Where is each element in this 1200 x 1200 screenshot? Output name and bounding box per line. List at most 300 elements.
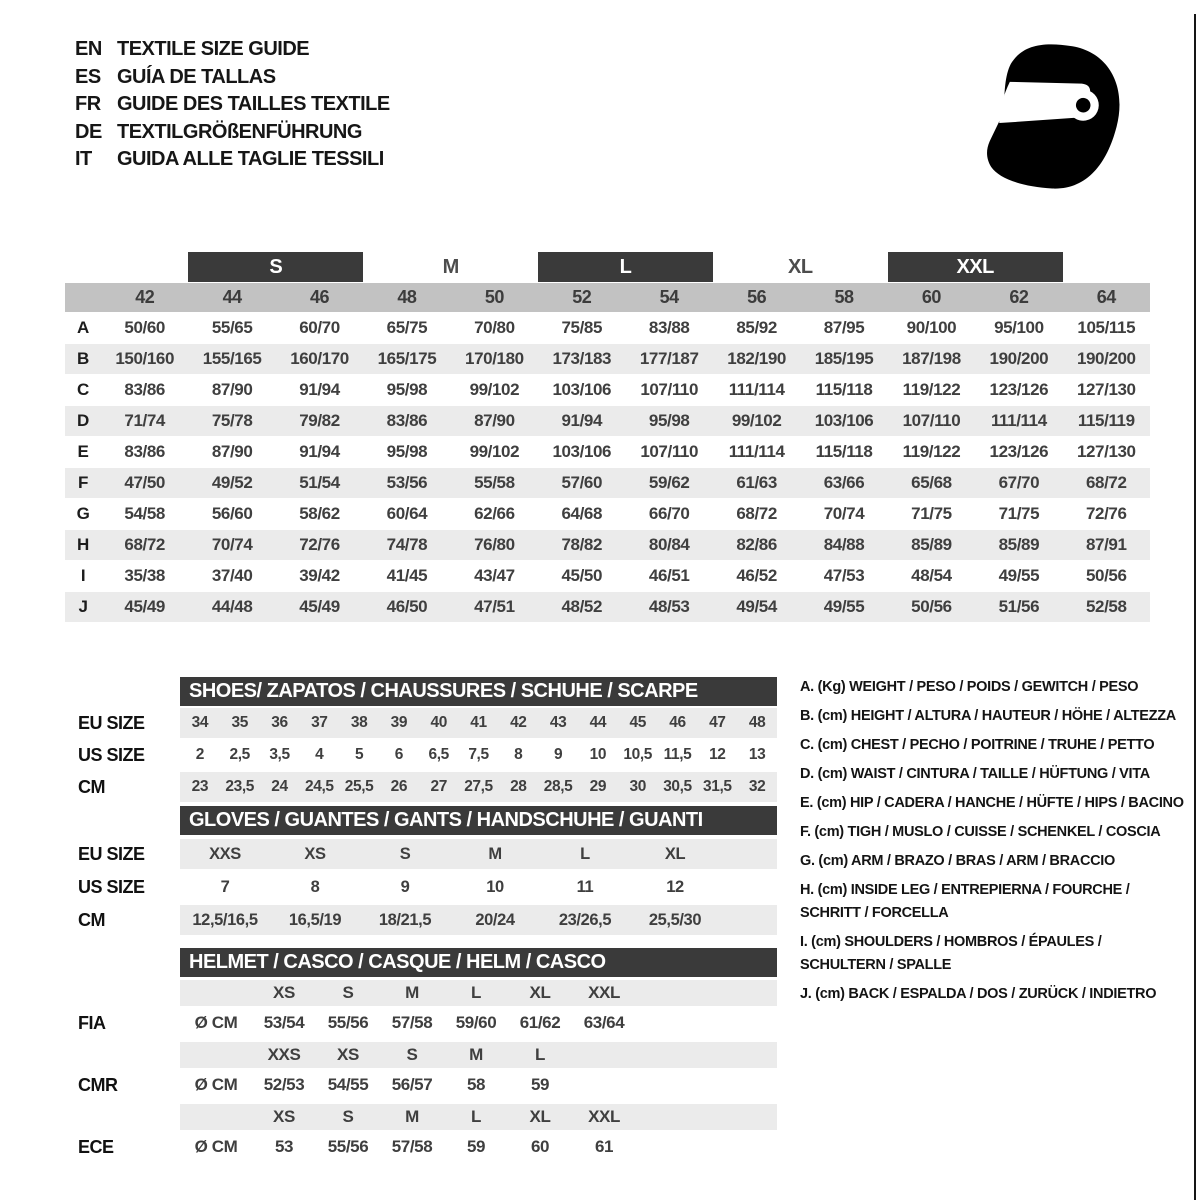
language-title-row — [75, 146, 390, 174]
measurement-value: 103/106 — [552, 380, 612, 399]
measurement-value: 185/195 — [814, 349, 874, 368]
measurement-value: 46/51 — [648, 566, 690, 585]
shoe-size-value: 10,5 — [623, 746, 652, 763]
measurement-value: 123/126 — [989, 442, 1049, 461]
shoe-size-value: 26 — [390, 778, 408, 795]
measurement-value: 35/38 — [124, 566, 165, 585]
shoe-size-value: 28,5 — [543, 778, 573, 795]
shoe-size-value: 2 — [195, 746, 205, 763]
language-code: FR — [75, 93, 101, 115]
measurement-value: 103/106 — [552, 442, 612, 461]
glove-size-value: XL — [664, 845, 686, 863]
numeric-size: 42 — [135, 287, 155, 307]
shoe-size-value: 28 — [510, 778, 527, 795]
legend-item — [800, 676, 1184, 699]
legend-line: G. (cm) ARM / BRAZO / BRAS / ARM / BRACCIO — [800, 853, 1115, 869]
shoe-size-value: 24 — [271, 778, 288, 795]
helmet-size-value: 52/53 — [263, 1075, 305, 1094]
measurement-value: 72/76 — [1086, 504, 1127, 523]
legend-item — [800, 734, 1184, 757]
measurement-value: 123/126 — [989, 380, 1049, 399]
row-label-spacer — [65, 980, 180, 1006]
measurement-row — [65, 437, 1150, 468]
row-label-spacer — [65, 1042, 180, 1068]
measurement-value: 87/90 — [474, 411, 515, 430]
legend-line: H. (cm) INSIDE LEG / ENTREPIERNA / FOURCHE / — [800, 882, 1130, 898]
measurement-value: 58/62 — [299, 504, 340, 523]
legend-item — [800, 705, 1184, 728]
measurement-value: 76/80 — [474, 535, 515, 554]
row-label: EU SIZE — [78, 844, 145, 864]
helmet-size-label: L — [471, 983, 481, 1002]
measurement-value: 71/74 — [124, 411, 165, 430]
measurement-value: 55/58 — [474, 473, 515, 492]
helmet-size-label: M — [405, 1107, 419, 1126]
glove-size-value: 23/26,5 — [558, 911, 612, 929]
helmet-size-value: 55/56 — [327, 1137, 369, 1156]
measurement-value: 37/40 — [211, 566, 253, 585]
measurement-value: 85/92 — [736, 318, 777, 337]
shoe-size-value: 12 — [709, 746, 726, 763]
row-letter: D — [77, 411, 89, 430]
numeric-size: 48 — [397, 287, 417, 307]
measurement-value: 82/86 — [736, 535, 777, 554]
helmet-size-value: 61/62 — [519, 1013, 561, 1032]
helmet-size-header-row — [65, 980, 777, 1006]
measurement-value: 51/54 — [299, 473, 340, 492]
measurement-value: 52/58 — [1086, 597, 1127, 616]
shoe-size-value: 43 — [549, 714, 567, 731]
helmet-table-title: HELMET / CASCO / CASQUE / HELM / CASCO — [180, 948, 777, 977]
helmet-size-label: L — [535, 1045, 545, 1064]
numeric-size: 64 — [1096, 287, 1116, 307]
measurement-row — [65, 592, 1150, 623]
measurement-value: 55/65 — [211, 318, 253, 337]
helmet-value-band — [180, 1008, 777, 1038]
measurement-value: 182/190 — [727, 349, 786, 368]
shoe-size-value: 9 — [553, 746, 563, 763]
measurement-value: 83/88 — [648, 318, 690, 337]
measurement-value: 51/56 — [998, 597, 1040, 616]
row-letter: E — [77, 442, 89, 461]
helmet-size-value: 57/58 — [391, 1013, 433, 1032]
helmet-value-band — [180, 1132, 777, 1162]
helmet-size-value: 59 — [466, 1137, 486, 1156]
measurement-value: 115/118 — [815, 380, 873, 399]
legend-item — [800, 931, 1184, 977]
row-letter: B — [77, 349, 89, 368]
measurement-value: 85/89 — [998, 535, 1040, 554]
measurement-legend — [800, 676, 1184, 1012]
helmet-size-table — [65, 980, 777, 1166]
language-title: GUIDE DES TAILLES TEXTILE — [117, 93, 390, 115]
helmet-size-label: S — [406, 1045, 418, 1064]
language-title-row — [75, 119, 390, 147]
glove-size-value: 12 — [666, 878, 684, 896]
gloves-size-table — [65, 839, 777, 938]
measurement-value: 99/102 — [731, 411, 782, 430]
row-letter: F — [78, 473, 88, 492]
measurement-value: 43/47 — [474, 566, 515, 585]
glove-size-band — [180, 872, 777, 902]
language-title-block — [75, 36, 390, 174]
row-label: CM — [78, 910, 105, 930]
measurement-value: 71/75 — [998, 504, 1040, 523]
measurement-value: 48/53 — [648, 597, 690, 616]
shoe-size-value: 5 — [354, 746, 364, 763]
measurement-value: 49/52 — [211, 473, 253, 492]
measurement-value: 47/53 — [823, 566, 865, 585]
shoe-size-value: 11,5 — [663, 746, 692, 763]
shoe-size-value: 41 — [470, 714, 487, 731]
measurement-value: 95/98 — [386, 380, 428, 399]
measurement-value: 111/114 — [990, 411, 1047, 430]
measurement-value: 65/68 — [911, 473, 952, 492]
shoe-size-value: 37 — [311, 714, 328, 731]
helmet-size-value: 59 — [530, 1075, 550, 1094]
shoe-size-value: 35 — [231, 714, 248, 731]
shoe-size-value: 30,5 — [663, 778, 692, 795]
measurement-value: 47/51 — [474, 597, 515, 616]
glove-size-value: S — [399, 845, 411, 863]
standard-label: FIA — [78, 1013, 106, 1033]
measurement-row — [65, 499, 1150, 530]
legend-item — [800, 850, 1184, 873]
helmet-size-label: XS — [273, 983, 295, 1002]
shoes-table-title: SHOES/ ZAPATOS / CHAUSSURES / SCHUHE / SCARPE — [180, 677, 777, 706]
diameter-unit: Ø CM — [194, 1013, 238, 1032]
measurement-value: 50/56 — [911, 597, 952, 616]
unit-spacer — [180, 980, 252, 1006]
shoe-size-value: 48 — [748, 714, 766, 731]
shoe-size-row — [65, 708, 777, 738]
measurement-row — [65, 375, 1150, 406]
measurement-value: 54/58 — [124, 504, 165, 523]
apparel-size-table — [65, 252, 1150, 623]
numeric-size: 62 — [1009, 287, 1029, 307]
helmet-size-value: 63/64 — [583, 1013, 625, 1032]
legend-item — [800, 763, 1184, 786]
measurement-value: 70/80 — [474, 318, 515, 337]
measurement-value: 119/122 — [902, 442, 961, 461]
measurement-value: 91/94 — [561, 411, 603, 430]
measurement-value: 115/118 — [815, 442, 873, 461]
measurement-value: 127/130 — [1076, 380, 1136, 399]
numeric-size: 52 — [572, 287, 592, 307]
shoe-size-value: 25,5 — [344, 778, 374, 795]
helmet-size-header-row — [65, 1042, 777, 1068]
glove-size-value: XS — [304, 845, 326, 863]
measurement-value: 107/110 — [902, 411, 961, 430]
measurement-value: 190/200 — [1076, 349, 1136, 368]
shoe-size-value: 30 — [629, 778, 646, 795]
legend-line: A. (Kg) WEIGHT / PESO / POIDS / GEWITCH / PESO — [800, 679, 1139, 695]
helmet-size-value: 61 — [594, 1137, 614, 1156]
legend-line: B. (cm) HEIGHT / ALTURA / HAUTEUR / HÖHE / ALTEZZA — [800, 708, 1176, 724]
glove-size-value: L — [580, 845, 590, 863]
shoe-size-value: 38 — [350, 714, 368, 731]
standard-label: ECE — [78, 1137, 114, 1157]
measurement-value: 48/54 — [911, 566, 952, 585]
glove-size-value: 25,5/30 — [648, 911, 702, 929]
measurement-value: 87/95 — [823, 318, 865, 337]
measurement-value: 79/82 — [299, 411, 340, 430]
shoe-size-value: 29 — [589, 778, 607, 795]
measurement-value: 59/62 — [648, 473, 690, 492]
helmet-value-row — [65, 1008, 777, 1038]
measurement-value: 80/84 — [648, 535, 690, 554]
measurement-value: 83/86 — [124, 442, 165, 461]
measurement-value: 70/74 — [211, 535, 253, 554]
helmet-size-value: 59/60 — [455, 1013, 497, 1032]
glove-size-value: 16,5/19 — [288, 911, 342, 929]
shoe-size-value: 6 — [394, 746, 403, 763]
shoe-size-value: 47 — [709, 714, 726, 731]
measurement-value: 177/187 — [639, 349, 699, 368]
helmet-value-row — [65, 1070, 777, 1100]
shoe-size-value: 45 — [629, 714, 646, 731]
measurement-row — [65, 530, 1150, 561]
unit-spacer — [180, 1104, 252, 1130]
shoe-size-value: 34 — [191, 714, 209, 731]
measurement-value: 160/170 — [290, 349, 349, 368]
measurement-value: 87/91 — [1086, 535, 1127, 554]
language-code: DE — [75, 120, 102, 143]
measurement-value: 68/72 — [124, 535, 165, 554]
measurement-value: 95/98 — [386, 442, 428, 461]
measurement-row — [65, 406, 1150, 437]
row-label: US SIZE — [78, 877, 145, 897]
language-title: TEXTILGRÖßENFÜHRUNG — [117, 120, 362, 143]
measurement-value: 119/122 — [902, 380, 961, 399]
helmet-size-label: S — [342, 1107, 354, 1126]
row-letter: A — [77, 318, 89, 337]
measurement-value: 87/90 — [211, 380, 253, 399]
language-code: IT — [75, 148, 92, 170]
size-group-label: XXL — [888, 252, 1063, 282]
helmet-size-band — [180, 1104, 777, 1130]
shoe-size-value: 31,5 — [703, 778, 732, 795]
language-title: GUÍA DE TALLAS — [117, 65, 276, 88]
measurement-value: 53/56 — [386, 473, 428, 492]
measurement-value: 68/72 — [736, 504, 777, 523]
measurement-value: 61/63 — [736, 473, 777, 492]
gloves-table-title: GLOVES / GUANTES / GANTS / HANDSCHUHE / GUANTI — [180, 806, 777, 835]
measurement-value: 65/75 — [386, 318, 428, 337]
legend-item — [800, 821, 1184, 844]
glove-size-row — [65, 872, 777, 902]
measurement-value: 95/100 — [994, 318, 1044, 337]
shoe-size-band — [180, 772, 777, 802]
shoe-size-value: 8 — [514, 746, 523, 763]
measurement-rows — [65, 313, 1150, 623]
legend-line: E. (cm) HIP / CADERA / HANCHE / HÜFTE / HIPS / BACINO — [800, 795, 1184, 811]
row-label-spacer — [65, 1104, 180, 1130]
row-label: CM — [78, 777, 105, 797]
helmet-size-label: M — [469, 1045, 483, 1064]
glove-size-value: XXS — [209, 845, 241, 863]
diameter-unit: Ø CM — [194, 1075, 238, 1094]
measurement-value: 103/106 — [814, 411, 874, 430]
helmet-standard-section — [65, 980, 777, 1038]
shoe-size-value: 4 — [315, 746, 324, 763]
measurement-value: 62/66 — [474, 504, 515, 523]
measurement-value: 49/55 — [998, 566, 1040, 585]
helmet-size-label: XXL — [588, 983, 620, 1002]
language-code: ES — [75, 65, 101, 88]
measurement-value: 67/70 — [998, 473, 1040, 492]
row-letter: J — [78, 597, 88, 616]
glove-size-band — [180, 905, 777, 935]
language-title-row — [75, 91, 390, 119]
measurement-value: 63/66 — [823, 473, 865, 492]
shoe-size-value: 40 — [430, 714, 447, 731]
measurement-row — [65, 313, 1150, 344]
measurement-value: 45/49 — [124, 597, 165, 616]
legend-line: C. (cm) CHEST / PECHO / POITRINE / TRUHE / PETTO — [800, 737, 1155, 753]
language-title-row — [75, 36, 390, 64]
unit-spacer — [180, 1042, 252, 1068]
language-title: TEXTILE SIZE GUIDE — [117, 38, 310, 60]
shoe-size-value: 7,5 — [468, 746, 489, 763]
row-letter: G — [76, 504, 90, 523]
measurement-value: 105/115 — [1077, 318, 1136, 337]
measurement-value: 57/60 — [561, 473, 603, 492]
helmet-size-label — [572, 1042, 636, 1068]
helmet-size-label: XS — [273, 1107, 295, 1126]
legend-line: J. (cm) BACK / ESPALDA / DOS / ZURÜCK / INDIETRO — [800, 986, 1157, 1002]
glove-size-value: 9 — [400, 878, 410, 896]
shoe-size-value: 13 — [748, 746, 766, 763]
helmet-size-label: S — [342, 983, 354, 1002]
measurement-value: 87/90 — [211, 442, 253, 461]
measurement-value: 190/200 — [989, 349, 1049, 368]
measurement-value: 85/89 — [911, 535, 952, 554]
shoe-size-value: 23,5 — [225, 778, 254, 795]
helmet-size-header-row — [65, 1104, 777, 1130]
helmet-size-value — [572, 1070, 636, 1100]
measurement-value: 66/70 — [648, 504, 690, 523]
measurement-row — [65, 561, 1150, 592]
glove-size-value: M — [488, 845, 502, 863]
measurement-value: 47/50 — [124, 473, 165, 492]
shoe-size-value: 46 — [669, 714, 686, 731]
measurement-value: 95/98 — [648, 411, 690, 430]
legend-item — [800, 983, 1184, 1006]
language-code: EN — [75, 38, 102, 60]
measurement-value: 115/119 — [1077, 411, 1135, 430]
measurement-row — [65, 468, 1150, 499]
row-letter: C — [77, 380, 89, 399]
language-title: GUIDA ALLE TAGLIE TESSILI — [117, 148, 384, 170]
measurement-value: 155/165 — [202, 349, 262, 368]
helmet-size-value: 57/58 — [391, 1137, 433, 1156]
measurement-value: 90/100 — [906, 318, 957, 337]
shoe-size-value: 36 — [271, 714, 288, 731]
row-label: EU SIZE — [78, 713, 145, 733]
helmet-size-value: 54/55 — [327, 1075, 369, 1094]
numeric-size: 44 — [222, 287, 242, 307]
helmet-size-value: 60 — [530, 1137, 550, 1156]
size-group-label: XL — [788, 256, 813, 278]
language-title-row — [75, 64, 390, 92]
glove-size-value: 18/21,5 — [378, 911, 432, 929]
measurement-value: 173/183 — [552, 349, 612, 368]
shoe-size-value: 6,5 — [428, 746, 449, 763]
measurement-value: 84/88 — [823, 535, 865, 554]
helmet-size-label: XL — [529, 983, 551, 1002]
glove-size-value: 11 — [576, 878, 594, 896]
measurement-value: 187/198 — [902, 349, 961, 368]
measurement-value: 165/175 — [377, 349, 437, 368]
measurement-value: 49/54 — [736, 597, 777, 616]
right-border-line — [1194, 14, 1196, 1200]
helmet-size-value: 55/56 — [327, 1013, 369, 1032]
measurement-value: 99/102 — [469, 442, 520, 461]
numeric-size-row — [65, 283, 1150, 313]
measurement-value: 45/50 — [561, 566, 603, 585]
measurement-value: 44/48 — [211, 597, 253, 616]
helmet-size-value: 53 — [274, 1137, 294, 1156]
numeric-size: 54 — [659, 287, 679, 307]
size-group-label: L — [538, 252, 713, 282]
helmet-size-label: XXL — [588, 1107, 620, 1126]
shoe-size-value: 42 — [510, 714, 527, 731]
glove-size-value: 8 — [310, 878, 320, 896]
shoe-size-row — [65, 740, 777, 770]
measurement-value: 56/60 — [211, 504, 253, 523]
shoe-size-value: 44 — [589, 714, 607, 731]
measurement-value: 45/49 — [299, 597, 340, 616]
measurement-value: 111/114 — [728, 380, 785, 399]
shoe-size-value: 27 — [430, 778, 447, 795]
measurement-value: 91/94 — [299, 380, 340, 399]
measurement-value: 150/160 — [115, 349, 175, 368]
shoe-size-band — [180, 740, 777, 770]
measurement-row — [65, 344, 1150, 375]
shoe-size-band — [180, 708, 777, 738]
glove-size-row — [65, 839, 777, 869]
helmet-size-label: XL — [529, 1107, 551, 1126]
legend-item — [800, 792, 1184, 815]
measurement-value: 91/94 — [299, 442, 340, 461]
measurement-value: 75/85 — [561, 318, 603, 337]
legend-line: I. (cm) SHOULDERS / HOMBROS / ÉPAULES / — [800, 934, 1102, 950]
legend-line: F. (cm) TIGH / MUSLO / CUISSE / SCHENKEL / COSCIA — [800, 824, 1161, 840]
shoe-size-value: 24,5 — [305, 778, 334, 795]
row-label: US SIZE — [78, 745, 145, 765]
measurement-value: 48/52 — [561, 597, 603, 616]
measurement-value: 46/50 — [386, 597, 428, 616]
glove-size-value: 7 — [220, 878, 230, 896]
glove-size-band — [180, 839, 777, 869]
shoes-size-table — [65, 708, 777, 804]
helmet-size-value: 53/54 — [263, 1013, 305, 1032]
helmet-standard-section — [65, 1042, 777, 1100]
measurement-value: 107/110 — [640, 442, 699, 461]
shoe-size-value: 3,5 — [269, 746, 290, 763]
shoe-size-value: 39 — [390, 714, 408, 731]
diameter-unit: Ø CM — [194, 1137, 238, 1156]
helmet-value-band — [180, 1070, 777, 1100]
measurement-value: 50/60 — [124, 318, 165, 337]
glove-size-row — [65, 905, 777, 935]
shoe-size-value: 23 — [191, 778, 209, 795]
measurement-value: 170/180 — [465, 349, 524, 368]
helmet-size-label: M — [405, 983, 419, 1002]
glove-size-value: 20/24 — [475, 911, 515, 929]
measurement-value: 72/76 — [299, 535, 340, 554]
